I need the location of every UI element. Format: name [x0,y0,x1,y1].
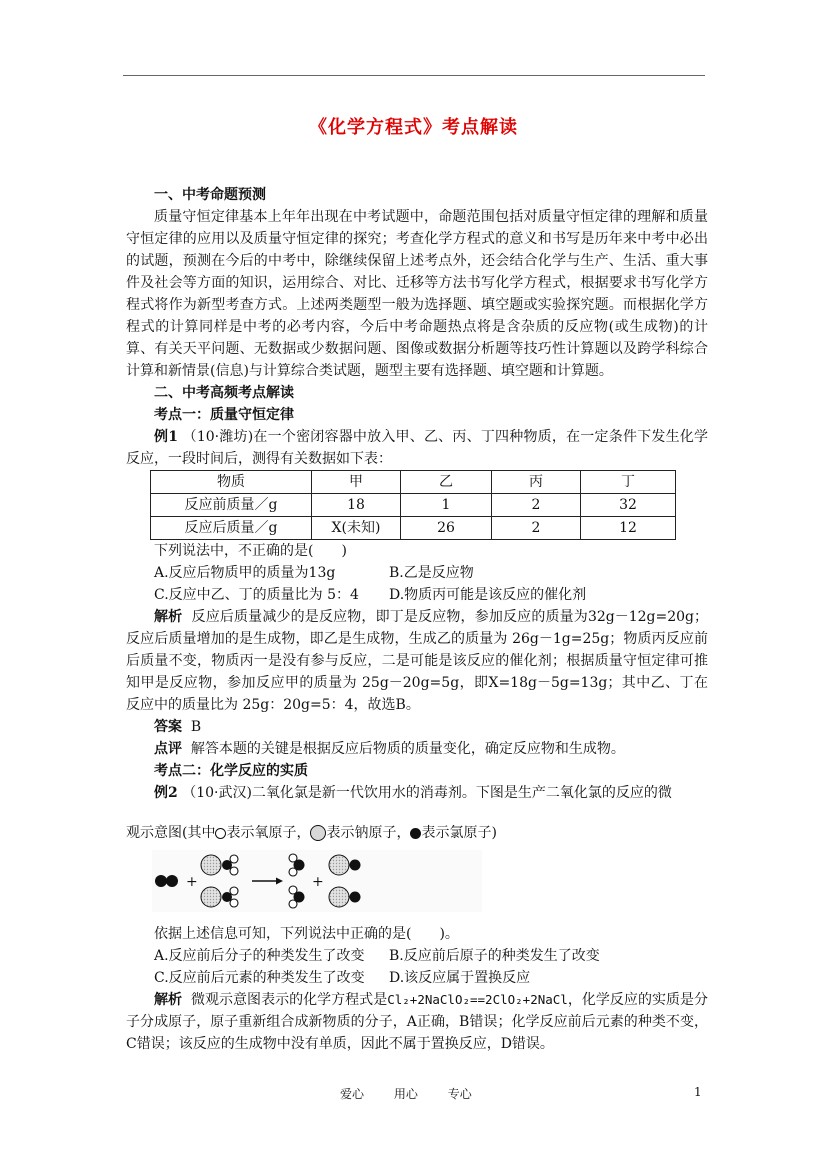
table-cell: 2 [492,494,581,517]
example1-text [126,426,708,470]
option-c: C.反应中乙、丁的质量比为 5：4 [154,587,359,603]
option-b: B.乙是反应物 [389,565,474,581]
section1-paragraph: 质量守恒定律基本上年年出现在中考试题中，命题范围包括对质量守恒定律的理解和质量守恒定律的应用以及质量守恒定律的探究；考查化学方程式的意义和书写是历年来中考中必出的试题，预测在今后的中考中，除继续保留上述考点外，还会结合化学与生产、生活、重大事件及社会等方面的知识，运用综合、对比、迁移等方法书写化学方程式，根据要求书写化学方程式将作为新型考查方式。上述两类题型一般为选择题、填空题或实验探究题。而根据化学方程式的计算同样是中考的必考内容，今后中考命题热点将是含杂质的反应物(或生成物)的计算、有关天平问题、无数据或少数据问题、图像或数据分析题等技巧性计算题以及跨学科综合计算和新情景(信息)与计算综合类试题，题型主要有选择题、填空题和计算题。 [126,209,708,379]
table-cell: 18 [312,494,401,517]
legend-prefix: 观示意图(其中 [126,825,216,841]
example1-comment [126,738,708,760]
table-cell: 1 [401,494,492,517]
table-row [151,494,676,517]
point1-heading: 考点一：质量守恒定律 [154,407,294,423]
footer-item: 用心 [393,1087,418,1101]
table-cell: X(未知) [312,517,401,540]
comment-text: 解答本题的关键是根据反应后物质的质量变化，确定反应物和生成物。 [190,741,625,757]
option-a: A.反应前后分子的种类发生了改变 [154,948,365,964]
chemical-equation: Cl₂+2NaClO₂==2ClO₂+2NaCl [387,992,568,1007]
table-cell: 2 [492,517,581,540]
table-cell: 12 [581,517,676,540]
analysis-label: 解析 [154,609,183,625]
table-header-row [151,471,676,494]
answer-value: B [190,719,202,735]
table-cell: 反应前质量／g [151,494,312,517]
example2-analysis [126,989,708,1055]
analysis-text-post: ，化学反应的实质是分子分成原子，原子重新组合成新物质的分子，A正确，B错误；化学反应前后元素的种类不变，C错误；该反应的生成物中没有单质，因此不属于置换反应，D错误。 [126,992,709,1052]
comment-label: 点评 [154,741,182,757]
example2-text [126,782,708,804]
option-d: D.物质丙可能是该反应的催化剂 [389,587,587,603]
sodium-atom-icon [310,825,326,841]
legend-oxygen: 表示氧原子， [226,825,311,841]
example2-body: （10·武汉)二氧化氯是新一代饮用水的消毒剂。下图是生产二氧化氯的反应的微 [182,785,672,801]
svg-text:+: + [312,874,324,890]
options-row [126,562,708,584]
chlorine-atom-icon [410,828,421,839]
example1-answer [126,716,708,738]
point2-heading: 考点二：化学反应的实质 [154,763,308,779]
reaction-diagram [152,850,482,912]
options-row [126,945,708,967]
options-row [126,584,708,606]
answer-label: 答案 [154,719,182,735]
table-header-cell: 乙 [401,471,492,494]
example1-label: 例1 [154,429,178,445]
table-cell: 26 [401,517,492,540]
analysis-label: 解析 [154,992,183,1008]
document-body [126,184,708,1055]
footer [340,1085,498,1102]
footer-item: 爱心 [340,1087,365,1101]
spacer [126,804,708,822]
legend-chlorine: 表示氯原子) [421,825,497,841]
data-table [150,470,676,540]
option-d: D.该反应属于置换反应 [389,970,531,986]
table-header-cell: 丁 [581,471,676,494]
example1-analysis [126,606,708,716]
footer-item: 专心 [447,1087,472,1101]
page-number: 1 [694,1085,702,1099]
legend-line [126,822,708,844]
table-header-cell: 丙 [492,471,581,494]
table-header-cell: 物质 [151,471,312,494]
table-cell: 反应后质量／g [151,517,312,540]
option-c: C.反应前后元素的种类发生了改变 [154,970,365,986]
analysis-text: 反应后质量减少的是反应物，即丁是反应物，参加反应的质量为32g－12g=20g；反应后质量增加的是生成物，即乙是生成物，生成乙的质量为 26g－1g=25g；物质丙反应前后质量不变，物质丙一是没有参与反应，二是可能是该反应的催化剂；根据质量守恒定律可推知甲是反应物，参加反应甲的质量为 25g－20g=5g，即X=18g－5g=13g；其中乙、丁在反应中的质量比为 25g：20g=5：4，故选B。 [126,609,709,713]
section2-heading: 二、中考高频考点解读 [154,385,294,401]
table-row [151,517,676,540]
page-title: 《化学方程式》考点解读 [309,117,518,138]
table-cell: 32 [581,494,676,517]
svg-text:+: + [186,874,198,890]
legend-sodium: 表示钠原子， [326,825,411,841]
section1-heading: 一、中考命题预测 [154,187,266,203]
example2-question: 依据上述信息可知，下列说法中正确的是( )。 [154,926,459,942]
analysis-text-pre: 微观示意图表示的化学方程式是 [190,992,388,1008]
example1-body: （10·潍坊)在一个密闭容器中放入甲、乙、丙、丁四种物质，在一定条件下发生化学反应，一段时间后，测得有关数据如下表： [126,429,709,467]
example1-question: 下列说法中，不正确的是( ) [154,543,347,559]
example2-label: 例2 [154,785,178,801]
options-row [126,967,708,989]
header-rule [123,75,705,76]
option-a: A.反应后物质甲的质量为13g [154,565,336,581]
table-header-cell: 甲 [312,471,401,494]
oxygen-atom-icon [215,828,226,839]
option-b: B.反应前后原子的种类发生了改变 [389,948,600,964]
